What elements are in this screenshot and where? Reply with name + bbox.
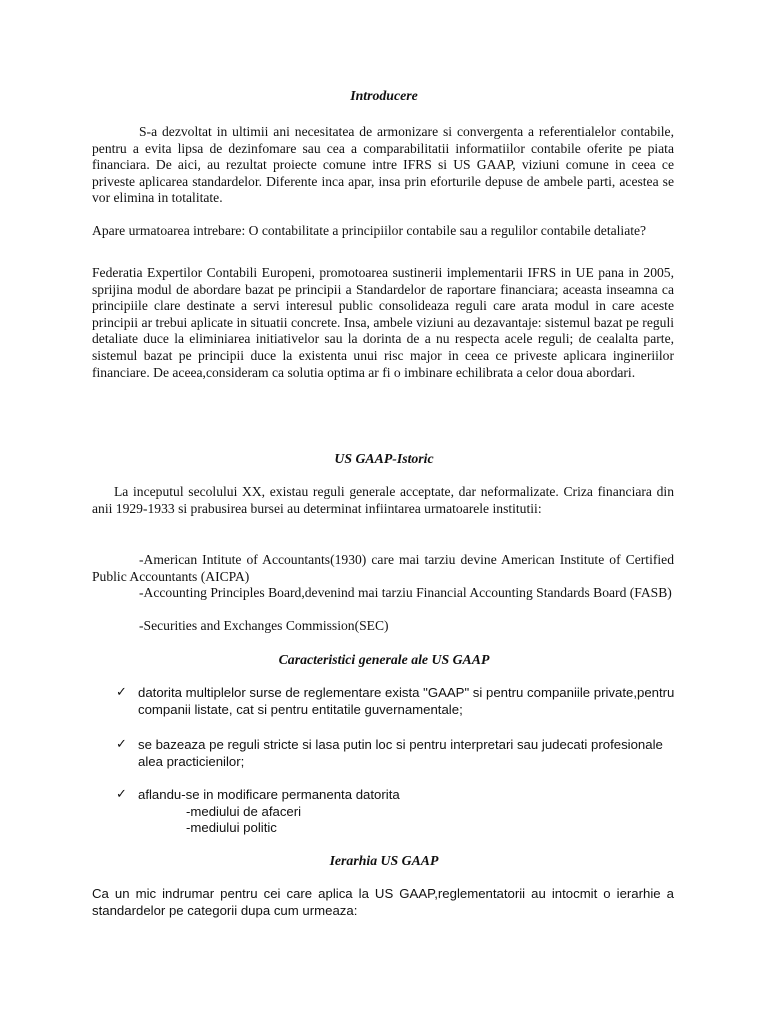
checkmark-icon: ✓	[116, 685, 127, 700]
heading-caracteristici: Caracteristici generale ale US GAAP	[278, 652, 490, 667]
heading-us-gaap-istoric: US GAAP-Istoric	[334, 451, 434, 466]
intro-paragraph-2: Apare urmatoarea intrebare: O contabilitate a principiilor contabile sau a regulilor contabile detaliate?	[92, 223, 647, 238]
characteristic-text-1: datorita multiplelor surse de reglementare exista "GAAP" si pentru companiile private,pentru companii listate, cat si pentru entitatile guvernamentale;	[138, 685, 675, 717]
hierarchy-paragraph: Ca un mic indrumar pentru cei care aplica la US GAAP,reglementatorii au intocmit o ierarhie a standardelor pe categorii dupa cum urmeaza:	[92, 886, 674, 918]
institution-fasb: -Accounting Principles Board,devenind mai tarziu Financial Accounting Standards Board (FASB)	[139, 585, 672, 600]
intro-paragraph-1: S-a dezvoltat in ultimii ani necesitatea de armonizare si convergenta a referentialelor contabile, pentru a evita lipsa de dezinfomare sau cea a comparabilitatii informatiilor contabile oferite pe piata financiara. De aici, au rezultat proiecte comune intre IFRS si US GAAP, viziuni comune in ceea ce priveste aplicarea standardelor. Diferente inca apar, insa prin eforturile depuse de ambele parti, acestea se vor elimina in totalitate.	[92, 124, 674, 206]
institution-sec: -Securities and Exchanges Commission(SEC)	[139, 618, 389, 633]
heading-ierarhia: Ierarhia US GAAP	[329, 853, 439, 868]
characteristic-sub-afaceri: -mediului de afaceri	[186, 804, 302, 819]
heading-introducere: Introducere	[350, 88, 418, 103]
institution-aicpa: -American Intitute of Accountants(1930) care mai tarziu devine American Institute of Certified Public Accountants (AICPA)	[92, 552, 674, 584]
checkmark-icon: ✓	[116, 737, 127, 752]
checkmark-icon: ✓	[116, 787, 127, 802]
history-paragraph: La inceputul secolului XX, existau reguli generale acceptate, dar neformalizate. Criza financiara din anii 1929-1933 si prabusirea bursei au determinat infiintarea urmatoarele institutii:	[92, 484, 674, 516]
characteristic-text-2: se bazeaza pe reguli stricte si lasa putin loc si pentru interpretari sau judecati profesionale alea practicienilor;	[138, 737, 663, 769]
characteristic-text-3: aflandu-se in modificare permanenta datorita	[138, 787, 400, 802]
intro-paragraph-3: Federatia Expertilor Contabili Europeni, promotoarea sustinerii implementarii IFRS in UE pana in 2005, sprijina modul de abordare bazat pe principii a Standardelor de raportare financiara; aceasta inseamna ca principiile clare destinate a servi interesul public consolideaza reguli care arata modul in care aceste principii ar trebui aplicate in situatii concrete. Insa, ambele viziuni au dezavantaje: sistemul bazat pe reguli detaliate duce la eliminiarea initiativelor sau la dorinta de a nu respecta acele reguli; de cealalta parte, sistemul bazat pe principii duce la existenta unui risc major in ceea ce priveste aplicara ingineriilor financiare. De aceea,consideram ca solutia optima ar fi o imbinare echilibrata a celor doua abordari.	[92, 265, 674, 380]
characteristic-sub-politic: -mediului politic	[186, 820, 277, 835]
